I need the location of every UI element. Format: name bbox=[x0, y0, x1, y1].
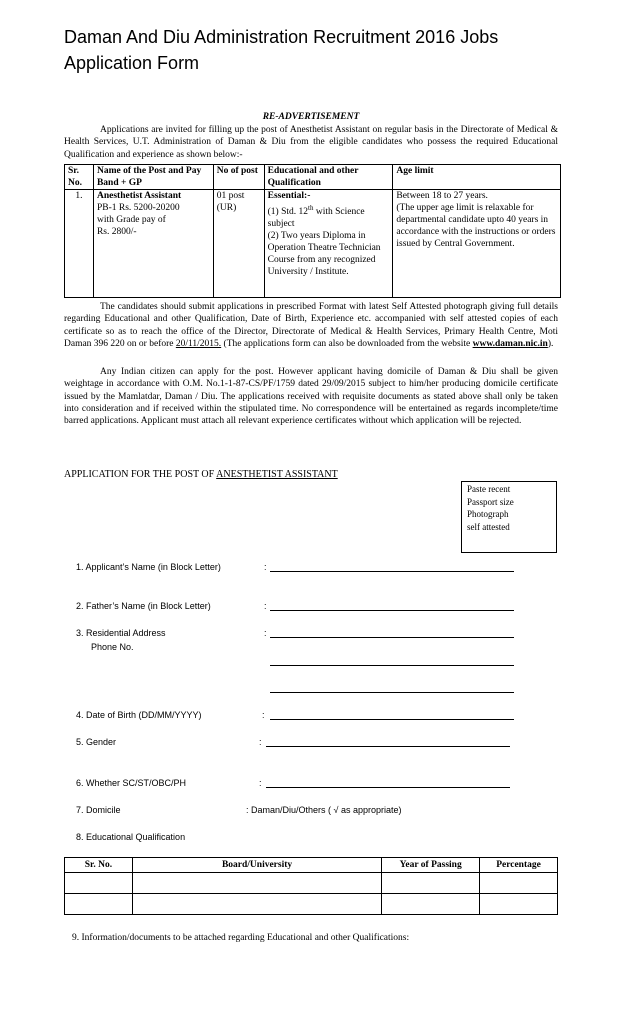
grade-pay-amount: Rs. 2800/- bbox=[96, 227, 137, 237]
edu-cell[interactable] bbox=[65, 873, 133, 894]
dob-input[interactable] bbox=[270, 719, 514, 720]
age-range: Between 18 to 27 years. bbox=[396, 191, 488, 201]
edu-cell[interactable] bbox=[65, 894, 133, 915]
header-post-name: Name of the Post and Pay Band + GP bbox=[93, 165, 213, 190]
edu-header-board: Board/University bbox=[132, 858, 381, 873]
table-header-row bbox=[65, 165, 561, 190]
post-name: Anesthetist Assistant bbox=[96, 191, 182, 201]
post-details-table bbox=[64, 164, 561, 298]
address-input-line-2[interactable] bbox=[270, 665, 514, 666]
father-name-colon: : bbox=[264, 601, 267, 611]
application-post-name: ANESTHETIST ASSISTANT bbox=[216, 469, 338, 480]
applicant-name-input[interactable] bbox=[270, 571, 514, 572]
edu-header-year: Year of Passing bbox=[382, 858, 480, 873]
domicile-label: 7. Domicile bbox=[76, 805, 121, 815]
header-no-of-post: No of post bbox=[213, 165, 264, 190]
download-note-end: ). bbox=[547, 338, 554, 349]
edu-cell[interactable] bbox=[480, 873, 558, 894]
father-name-input[interactable] bbox=[270, 610, 514, 611]
cell-no-of-post bbox=[213, 190, 264, 298]
cell-age-limit bbox=[393, 190, 561, 298]
header-qualification: Educational and other Qualification bbox=[264, 165, 393, 190]
edu-header-percentage: Percentage bbox=[480, 858, 558, 873]
qualification-2: (2) Two years Diploma in Operation Theatre Technician Course from any recognized University / Institute. bbox=[267, 231, 381, 278]
item-9-label: 9. Information/documents to be attached regarding Educational and other Qualifications: bbox=[72, 933, 410, 943]
header-sr-no: Sr. No. bbox=[65, 165, 94, 190]
eligibility-paragraph: Any Indian citizen can apply for the post. However applicant having domicile of Daman & Diu shall be given weightage in accordance with O.M. No.1-1-87-CS/PF/1759 dated 29/09/2015 subject to him/her producing domicile certificate issued by the Mamlatdar, Daman / Diu. The applications received with requisite documents as stated above shall only be taken into consideration and if received within the stipulated time. No correspondence will be entertained as regards incomplete/time barred applications. Applicant must attach all relevant experience certificates without which application will be rejected. bbox=[64, 367, 558, 427]
edu-cell[interactable] bbox=[480, 894, 558, 915]
qualification-1-subject: with Science subject bbox=[267, 207, 365, 230]
cell-qualification bbox=[264, 190, 393, 298]
re-advertisement-heading: RE-ADVERTISEMENT bbox=[262, 112, 360, 122]
dob-label: 4. Date of Birth (DD/MM/YYYY) bbox=[76, 710, 202, 720]
intro-paragraph: Applications are invited for filling up the post of Anesthetist Assistant on regular basis in the Directorate of Medical & Health Services, U.T. Administration of Daman & Diu from the eligible candidates who possess the required Educational Qualification and experience as shown below:- bbox=[64, 125, 558, 160]
edu-cell[interactable] bbox=[132, 873, 381, 894]
cell-post bbox=[93, 190, 213, 298]
download-note: (The applications form can also be downloaded from the website bbox=[223, 338, 471, 349]
qualification-1-text: (1) Std. 12 bbox=[267, 207, 308, 218]
photo-box-line-3: Photograph bbox=[467, 509, 509, 519]
submission-text: The candidates should submit applications in prescribed Format with latest Self Attested photograph giving full details regarding Educational and other Qualification, Date of Birth, Experience etc. accompanied with self attested copies of each certificate so as to reach the office of the Director, Directorate of Medical & Health Services, Primary Health Centre, Moti Daman 396 220 on or before bbox=[64, 302, 558, 349]
photo-box-line-2: Passport size bbox=[467, 496, 514, 507]
header-age-limit: Age limit bbox=[393, 165, 561, 190]
submission-paragraph bbox=[64, 301, 558, 350]
photo-box-line-4: self attested bbox=[467, 521, 510, 532]
category-input[interactable] bbox=[266, 787, 510, 788]
post-count: 01 post bbox=[216, 191, 245, 201]
education-table bbox=[64, 857, 558, 915]
address-input-line-3[interactable] bbox=[270, 692, 514, 693]
application-heading-prefix: APPLICATION FOR THE POST OF bbox=[64, 469, 215, 480]
cell-sr: 1. bbox=[65, 190, 94, 298]
gender-label: 5. Gender bbox=[76, 737, 117, 747]
table-row bbox=[65, 873, 558, 894]
title-line-1: Daman And Diu Administration Recruitment 2016 Jobs bbox=[64, 27, 499, 47]
gender-input[interactable] bbox=[266, 746, 510, 747]
edu-cell[interactable] bbox=[132, 894, 381, 915]
edu-cell[interactable] bbox=[382, 894, 480, 915]
application-heading bbox=[64, 469, 338, 480]
gender-colon: : bbox=[259, 737, 262, 747]
edu-cell[interactable] bbox=[382, 873, 480, 894]
dob-colon: : bbox=[262, 710, 265, 720]
edu-header-sr-no: Sr. No. bbox=[65, 858, 133, 873]
address-label: 3. Residential Address bbox=[76, 628, 166, 638]
table-row bbox=[65, 190, 561, 298]
website-link[interactable]: www.daman.nic.in bbox=[472, 338, 548, 349]
essential-label: Essential:- bbox=[267, 191, 311, 201]
qualification-1-sup: th bbox=[308, 204, 314, 212]
phone-label: Phone No. bbox=[91, 642, 134, 652]
father-name-label: 2. Father’s Name (in Block Letter) bbox=[76, 601, 211, 611]
pay-band: PB-1 Rs. 5200-20200 bbox=[96, 203, 180, 213]
photo-box-line-1: Paste recent bbox=[467, 484, 511, 494]
title-line-2: Application Form bbox=[64, 53, 200, 73]
age-relaxation: (The upper age limit is relaxable for departmental candidate upto 40 years in accordance with the instructions or orders issued by Central Government. bbox=[396, 203, 556, 249]
category-colon: : bbox=[259, 778, 262, 788]
last-date: 20/11/2015. bbox=[175, 338, 222, 349]
address-colon: : bbox=[264, 628, 267, 638]
address-input-line-1[interactable] bbox=[270, 637, 514, 638]
document-title bbox=[64, 24, 584, 76]
applicant-name-label: 1. Applicant’s Name (in Block Letter) bbox=[76, 562, 221, 572]
education-label: 8. Educational Qualification bbox=[76, 832, 186, 842]
domicile-options[interactable]: : Daman/Diu/Others ( √ as appropriate) bbox=[246, 805, 402, 815]
table-row bbox=[65, 894, 558, 915]
education-header-row bbox=[65, 858, 558, 873]
qualification-1 bbox=[268, 202, 390, 230]
category-label: 6. Whether SC/ST/OBC/PH bbox=[76, 778, 187, 788]
grade-pay: with Grade pay of bbox=[96, 215, 166, 225]
post-category: (UR) bbox=[216, 203, 237, 213]
photo-box bbox=[461, 481, 557, 553]
applicant-name-colon: : bbox=[264, 562, 267, 572]
